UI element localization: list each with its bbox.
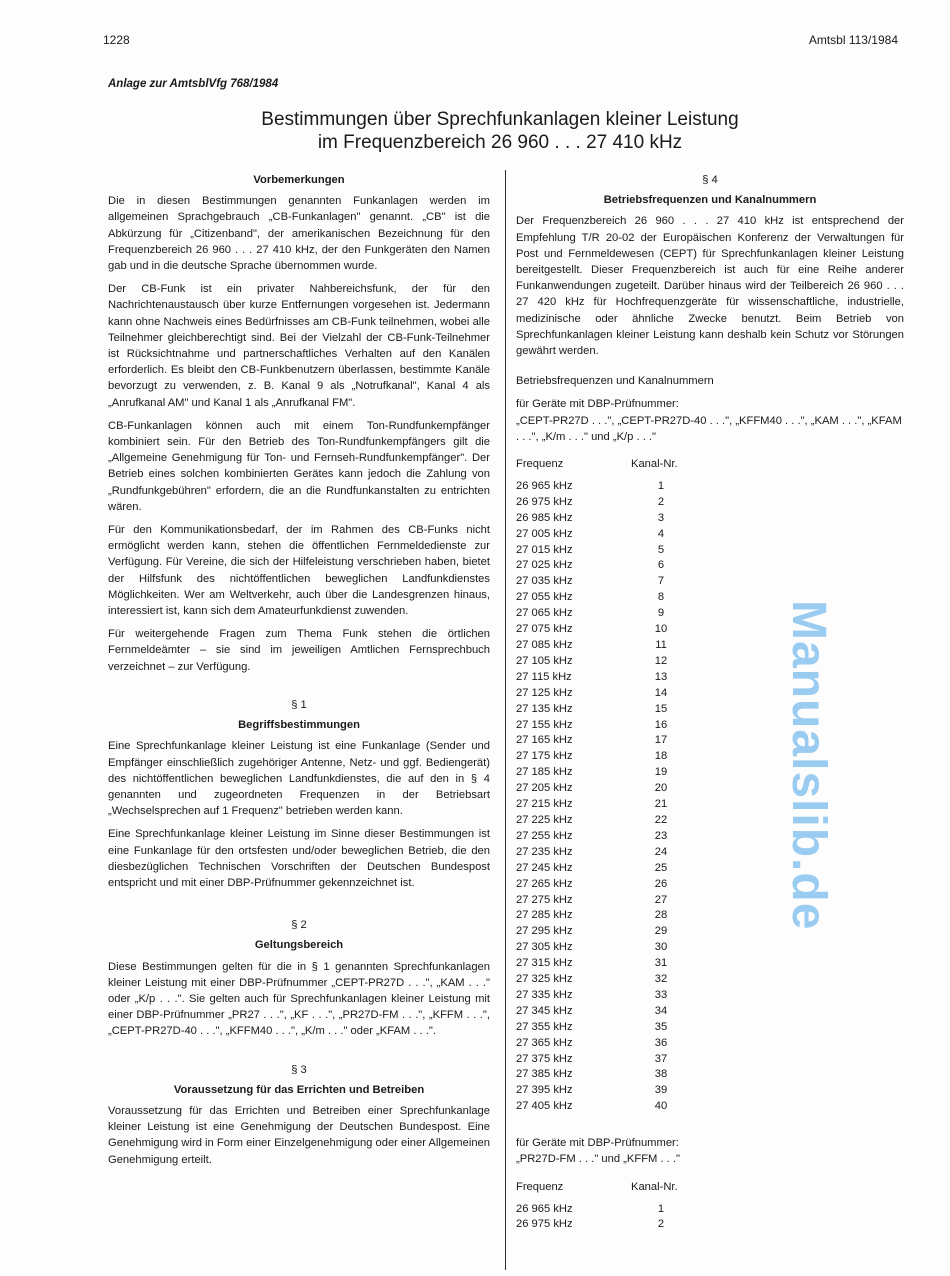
watermark: Manualslib.de — [782, 600, 835, 931]
devices-label: für Geräte mit DBP-Prüfnummer: — [516, 1137, 679, 1150]
paragraph: Diese Bestimmungen gelten für die in § 1 genannten Sprechfunkanlagen kleiner Leistung mit einer DBP-Prüfnummer „CEPT-PR27D . . .", „KAM . . ." oder „K/p . . .". Sie gelten auch für Sprechfunkanlagen kleiner Leistung mit einer DBP-Prüfnummer „PR27 . . .", „KF . . .", „PR27D-FM . . .", „KFFM . . .", „CEPT-PR27D-40 . . .", „KFFM40 . . .", „K/m . . ." oder „KFAM . . .". — [108, 960, 490, 1038]
table-cell-channel: 22 — [654, 813, 668, 826]
table-cell-frequency: 27 395 kHz — [516, 1084, 573, 1097]
table-cell-frequency: 26 985 kHz — [516, 511, 573, 524]
table-cell-frequency: 27 205 kHz — [516, 782, 573, 795]
table-cell-channel: 7 — [657, 575, 665, 588]
table-cell-frequency: 27 105 kHz — [516, 654, 573, 667]
table-cell-frequency: 27 075 kHz — [516, 623, 573, 636]
page-number: 1228 — [103, 33, 130, 47]
paragraph: Für weitergehende Fragen zum Thema Funk stehen die örtlichen Fernmeldeämter – sie sind im jeweiligen Amtlichen Fernsprechbuch verzeichnet – zur Verfügung. — [108, 628, 490, 673]
table-cell-frequency: 27 165 kHz — [516, 734, 573, 747]
right-column — [516, 172, 904, 1233]
table-cell-channel: 30 — [654, 941, 668, 954]
channel-table — [516, 479, 904, 1115]
table-cell-frequency: 27 285 kHz — [516, 909, 573, 922]
table-cell-frequency: 27 085 kHz — [516, 639, 573, 652]
table-cell-frequency: 27 135 kHz — [516, 702, 573, 715]
table-cell-frequency: 27 025 kHz — [516, 559, 573, 572]
table-cell-channel: 21 — [654, 798, 668, 811]
table-cell-frequency: 27 345 kHz — [516, 1004, 573, 1017]
table-cell-frequency: 26 965 kHz — [516, 479, 573, 492]
table-cell-channel: 35 — [654, 1020, 668, 1033]
table-cell-channel: 1 — [657, 479, 665, 492]
section-number: § 3 — [291, 1063, 307, 1076]
table-cell-frequency: 27 115 kHz — [516, 670, 572, 683]
table-cell-frequency: 27 325 kHz — [516, 973, 573, 986]
table-cell-channel: 20 — [654, 782, 668, 795]
devices-list: „PR27D-FM . . ." und „KFFM . . ." — [516, 1153, 680, 1166]
table-cell-channel: 13 — [654, 670, 668, 683]
table-cell-channel: 23 — [654, 829, 668, 842]
table-cell-channel: 29 — [654, 925, 668, 938]
table-cell-channel: 37 — [654, 1052, 668, 1065]
left-column — [108, 172, 490, 1175]
table-cell-frequency: 27 245 kHz — [516, 861, 573, 874]
table-cell-channel: 19 — [654, 766, 668, 779]
table-cell-frequency: 27 365 kHz — [516, 1036, 573, 1049]
section-number: § 4 — [702, 174, 718, 186]
table-cell-frequency: 27 055 kHz — [516, 591, 573, 604]
table-cell-frequency: 27 005 kHz — [516, 527, 573, 540]
annex-label: Anlage zur AmtsblVfg 768/1984 — [108, 78, 279, 90]
paragraph: Der Frequenzbereich 26 960 . . . 27 410 kHz ist entsprechend der Empfehlung T/R 20-02 der Europäischen Konferenz der Verwaltungen für Post und Fernmeldewesen (CEPT) für Sprechfunkanlagen kleiner Leistung bereitgestellt. Dieser Frequenzbereich ist auch für eine Reihe anderer Funkanwendungen zugeteilt. Darüber hinaus wird der Teilbereich 26 960 . . . 27 420 kHz für Hochfrequenzgeräte für wissenschaftliche, industrielle, medizinische oder ähnliche Zwecke benutzt. Beim Betrieb von Sprechfunkanlagen kleiner Leistung kann deshalb kein Schutz vor Störungen gewährt werden. — [516, 215, 904, 358]
title-line-2: im Frequenzbereich 26 960 . . . 27 410 kHz — [317, 132, 683, 153]
table-cell-frequency: 27 405 kHz — [516, 1100, 573, 1113]
title-line-1: Bestimmungen über Sprechfunkanlagen kleiner Leistung — [261, 109, 739, 130]
table-header — [516, 1180, 904, 1196]
table-cell-channel: 39 — [654, 1084, 668, 1097]
table-cell-frequency: 27 335 kHz — [516, 988, 573, 1001]
section-heading: Betriebsfrequenzen und Kanalnummern — [603, 194, 817, 207]
devices-list: „CEPT-PR27D . . .", „CEPT-PR27D-40 . . .", „KFFM40 . . .", „KAM . . .", „KFAM . . .", „K/m . . ." und „K/p . . ." — [516, 414, 902, 443]
table-cell-channel: 5 — [657, 543, 665, 556]
paragraph: Eine Sprechfunkanlage kleiner Leistung im Sinne dieser Bestimmungen ist eine Funkanlage für den ortsfesten und/oder beweglichen Betrieb, die den diesbezüglichen Technischen Vorschriften der Deutschen Bundespost entspricht und mit einer DBP-Prüfnummer gekennzeichnet ist. — [108, 828, 490, 889]
section-heading: Vorbemerkungen — [253, 174, 345, 186]
column-divider — [505, 170, 506, 1270]
table-cell-channel: 28 — [654, 909, 668, 922]
table-cell-channel: 14 — [654, 686, 668, 699]
table-cell-frequency: 27 185 kHz — [516, 766, 573, 779]
table-cell-channel: 10 — [654, 623, 668, 636]
table-cell-channel: 11 — [655, 639, 667, 652]
section-number: § 2 — [291, 919, 307, 932]
paragraph: Die in diesen Bestimmungen genannten Funkanlagen werden im allgemeinen Sprachgebrauch „CB-Funkanlagen" genannt. „CB" ist die Abkürzung für „Citizenband", der amerikanischen Bezeichnung für den Frequenzbereich 26 960 . . . 27 410 kHz, der den Funkgeräten den Namen gab und in die deutsche Sprache übernommen wurde. — [108, 195, 490, 273]
list-title: Betriebsfrequenzen und Kanalnummern — [516, 375, 714, 388]
table-cell-frequency: 26 965 kHz — [516, 1202, 573, 1215]
table-cell-channel: 26 — [654, 877, 668, 890]
table-cell-channel: 4 — [657, 527, 665, 540]
paragraph: CB-Funkanlagen können auch mit einem Ton-Rundfunkempfänger kombiniert sein. Für den Betrieb des Ton-Rundfunkempfängers gilt die „Allgemeine Genehmigung für Ton- und Fernseh-Rundfunkempfänger". Der Betrieb eines solchen kombinierten Gerätes kann jedoch die Zahlung von „Rundfunkgebühren" erfordern, die an die Rundfunkanstalten zu entrichten wären. — [108, 419, 490, 513]
document-title — [150, 108, 850, 154]
table-cell-frequency: 27 125 kHz — [516, 686, 573, 699]
table-cell-channel: 17 — [654, 734, 668, 747]
column-header-channel: Kanal-Nr. — [631, 1180, 678, 1193]
table-cell-channel: 2 — [657, 1218, 665, 1231]
table-cell-frequency: 27 175 kHz — [516, 750, 573, 763]
table-cell-frequency: 27 295 kHz — [516, 925, 573, 938]
table-cell-frequency: 27 225 kHz — [516, 813, 573, 826]
section-heading: Geltungsbereich — [254, 939, 344, 952]
table-cell-frequency: 27 375 kHz — [516, 1052, 573, 1065]
table-cell-frequency: 27 155 kHz — [516, 718, 573, 731]
table-cell-channel: 40 — [654, 1100, 668, 1113]
devices-label: für Geräte mit DBP-Prüfnummer: — [516, 398, 679, 411]
table-cell-channel: 18 — [654, 750, 668, 763]
table-cell-channel: 15 — [654, 702, 668, 715]
table-cell-channel: 32 — [654, 973, 668, 986]
column-header-channel: Kanal-Nr. — [631, 458, 678, 471]
table-cell-frequency: 27 035 kHz — [516, 575, 573, 588]
table-cell-frequency: 27 275 kHz — [516, 893, 573, 906]
table-cell-channel: 31 — [654, 957, 668, 970]
paragraph: Eine Sprechfunkanlage kleiner Leistung ist eine Funkanlage (Sender und Empfänger einschließlich zugehöriger Antenne, Netz- und ggf. Bediengerät) des nichtöffentlichen beweglichen Landfunkdienstes, die auf den in § 4 genannten und zugeordneten Frequenzen in der Betriebsart „Wechselsprechen auf 1 Frequenz" betrieben werden kann. — [108, 740, 490, 818]
table-cell-channel: 38 — [654, 1068, 668, 1081]
section-number: § 1 — [291, 698, 307, 711]
table-cell-frequency: 27 315 kHz — [516, 957, 573, 970]
section-heading: Begriffsbestimmungen — [238, 719, 360, 732]
table-cell-channel: 9 — [657, 607, 665, 620]
table-cell-channel: 24 — [654, 845, 668, 858]
table-cell-frequency: 26 975 kHz — [516, 1218, 573, 1231]
table-cell-frequency: 27 265 kHz — [516, 877, 573, 890]
table-cell-channel: 6 — [657, 559, 665, 572]
table-header — [516, 457, 904, 473]
table-cell-channel: 12 — [654, 654, 668, 667]
table-cell-frequency: 27 015 kHz — [516, 543, 573, 556]
table-cell-channel: 34 — [654, 1004, 668, 1017]
table-cell-frequency: 27 065 kHz — [516, 607, 573, 620]
table-cell-frequency: 27 355 kHz — [516, 1020, 573, 1033]
table-cell-channel: 1 — [657, 1202, 665, 1215]
column-header-frequency: Frequenz — [516, 1180, 564, 1193]
table-cell-channel: 16 — [654, 718, 668, 731]
table-cell-frequency: 27 255 kHz — [516, 829, 573, 842]
paragraph: Voraussetzung für das Errichten und Betreiben einer Sprechfunkanlage kleiner Leistung ist eine Genehmigung der Deutschen Bundespost. Eine Genehmigung wird in Form einer Einzelgenehmigung oder einer Allgemeinen Genehmigung erteilt. — [108, 1104, 490, 1166]
table-cell-frequency: 27 235 kHz — [516, 845, 573, 858]
column-header-frequency: Frequenz — [516, 458, 564, 471]
table-cell-channel: 27 — [654, 893, 668, 906]
table-cell-channel: 36 — [654, 1036, 668, 1049]
table-cell-channel: 8 — [657, 591, 665, 604]
table-cell-channel: 2 — [657, 495, 665, 508]
table-cell-channel: 33 — [654, 988, 668, 1001]
table-cell-frequency: 27 385 kHz — [516, 1068, 573, 1081]
table-cell-channel: 25 — [654, 861, 668, 874]
gazette-reference: Amtsbl 113/1984 — [808, 33, 898, 47]
table-cell-frequency: 26 975 kHz — [516, 495, 573, 508]
paragraph: Der CB-Funk ist ein privater Nahbereichsfunk, der für den Nachrichtenaustausch über kurze Entfernungen vorgesehen ist. Jedermann kann ohne Nachweis eines Bedürfnisses am CB-Funk teilnehmen, wobei alle Teilnehmer gleichberechtigt sind. Bei der Vielzahl der CB-Funk-Teilnehmer ist Rücksichtnahme und partnerschaftliches Verhalten auf den Kanälen erforderlich. Es bleibt den CB-Funkbenutzern überlassen, bestimmte Kanäle bevorzugt zu verwenden, z. B. Kanal 9 als „Notrufkanal", Kanal 4 als „Anrufkanal AM" und Kanal 1 als „Anrufkanal FM". — [108, 283, 490, 409]
paragraph: Für den Kommunikationsbedarf, der im Rahmen des CB-Funks nicht ermöglicht werden kann, stehen die öffentlichen Fernmeldedienste zur Verfügung. Für Vereine, die sich der Hilfeleistung verschrieben haben, bietet der Hilfsfunk des nichtöffentlichen beweglichen Landfunkdienstes Möglichkeiten. Wer am Weltverkehr, auch über die Landesgrenzen hinaus, interessiert ist, kann sich dem Amateurfunkdienst zuwenden. — [108, 524, 490, 618]
table-cell-frequency: 27 305 kHz — [516, 941, 573, 954]
channel-table — [516, 1202, 904, 1234]
section-heading: Voraussetzung für das Errichten und Betreiben — [173, 1083, 425, 1096]
table-cell-frequency: 27 215 kHz — [516, 798, 573, 811]
table-cell-channel: 3 — [657, 511, 665, 524]
